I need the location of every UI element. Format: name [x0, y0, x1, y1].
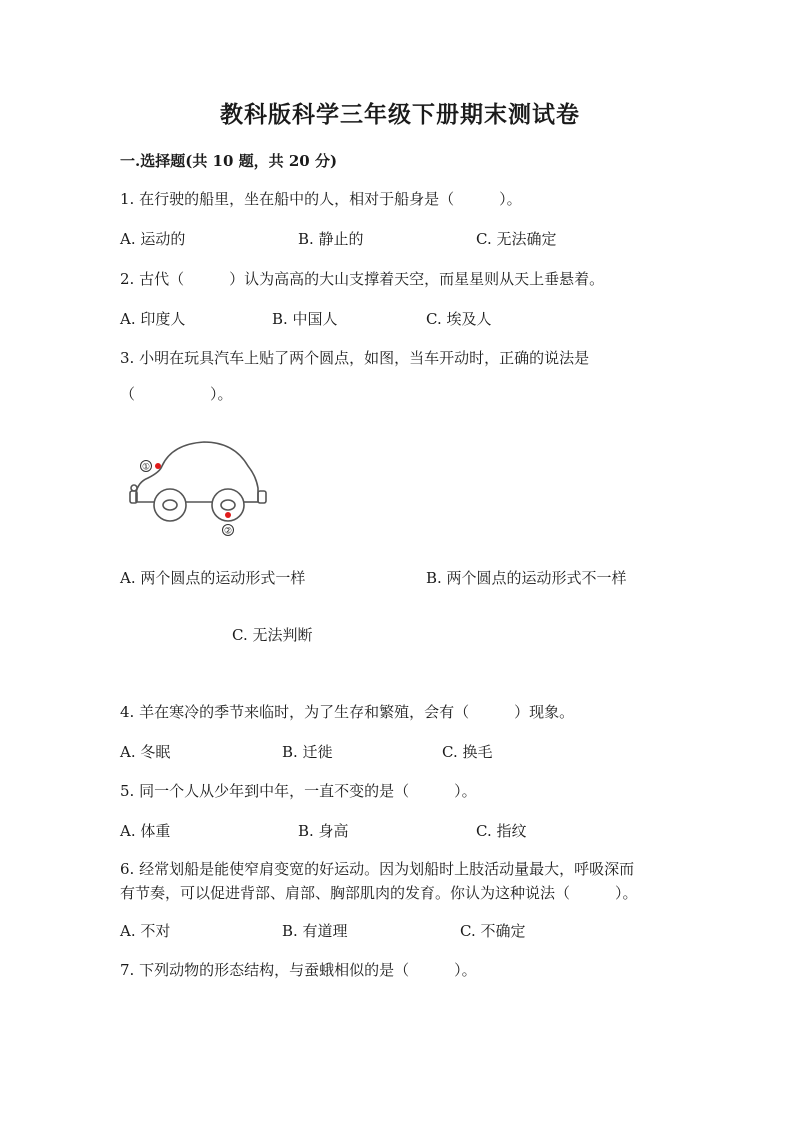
exam-title: 教科版科学三年级下册期末测试卷 [220, 101, 580, 128]
question-1-option-c: C. 无法确定 [476, 230, 557, 248]
question-4-stem: 4. 羊在寒冷的季节来临时，为了生存和繁殖，会有（ ）现象。 [120, 703, 575, 721]
question-3-stem-line-2: （ ）。 [120, 385, 233, 403]
question-6-option-a: A. 不对 [120, 922, 171, 940]
dot-1 [155, 463, 161, 469]
question-4-option-c: C. 换毛 [442, 743, 493, 761]
toy-car-figure [124, 436, 274, 541]
question-2-option-b: B. 中国人 [272, 310, 338, 328]
question-2-option-a: A. 印度人 [120, 310, 186, 328]
question-1-stem: 1. 在行驶的船里，坐在船中的人，相对于船身是（ ）。 [120, 190, 522, 208]
label-2: ② [223, 526, 233, 537]
question-3-option-b: B. 两个圆点的运动形式不一样 [426, 569, 627, 587]
question-5-stem: 5. 同一个人从少年到中年，一直不变的是（ ）。 [120, 782, 477, 800]
question-5-option-c: C. 指纹 [476, 822, 527, 840]
question-4-option-a: A. 冬眠 [120, 743, 171, 761]
question-3-option-c: C. 无法判断 [232, 626, 313, 644]
question-7-stem: 7. 下列动物的形态结构，与蚕蛾相似的是（ ）。 [120, 961, 477, 979]
question-1-option-a: A. 运动的 [120, 230, 186, 248]
question-3-stem-line-1: 3. 小明在玩具汽车上贴了两个圆点，如图，当车开动时，正确的说法是 [120, 349, 590, 367]
question-6-stem-line-1: 6. 经常划船是能使窄肩变宽的好运动。因为划船时上肢活动量最大，呼吸深而 [120, 860, 635, 878]
dot-2 [225, 512, 231, 518]
section-heading: 一.选择题(共 10 题，共 20 分) [120, 152, 338, 170]
question-2-stem: 2. 古代（ ）认为高高的大山支撑着天空，而星星则从天上垂悬着。 [120, 270, 605, 288]
question-2-option-c: C. 埃及人 [426, 310, 492, 328]
question-5-option-b: B. 身高 [298, 822, 349, 840]
question-1-option-b: B. 静止的 [298, 230, 364, 248]
question-3-option-a: A. 两个圆点的运动形式一样 [120, 569, 306, 587]
car-outline [130, 442, 266, 521]
question-6-option-c: C. 不确定 [460, 922, 526, 940]
question-4-option-b: B. 迁徙 [282, 743, 333, 761]
question-6-stem-line-2: 有节奏，可以促进背部、肩部、胸部肌肉的发育。你认为这种说法（ ）。 [120, 884, 638, 902]
question-5-option-a: A. 体重 [120, 822, 171, 840]
question-6-option-b: B. 有道理 [282, 922, 348, 940]
label-1: ① [141, 462, 151, 473]
